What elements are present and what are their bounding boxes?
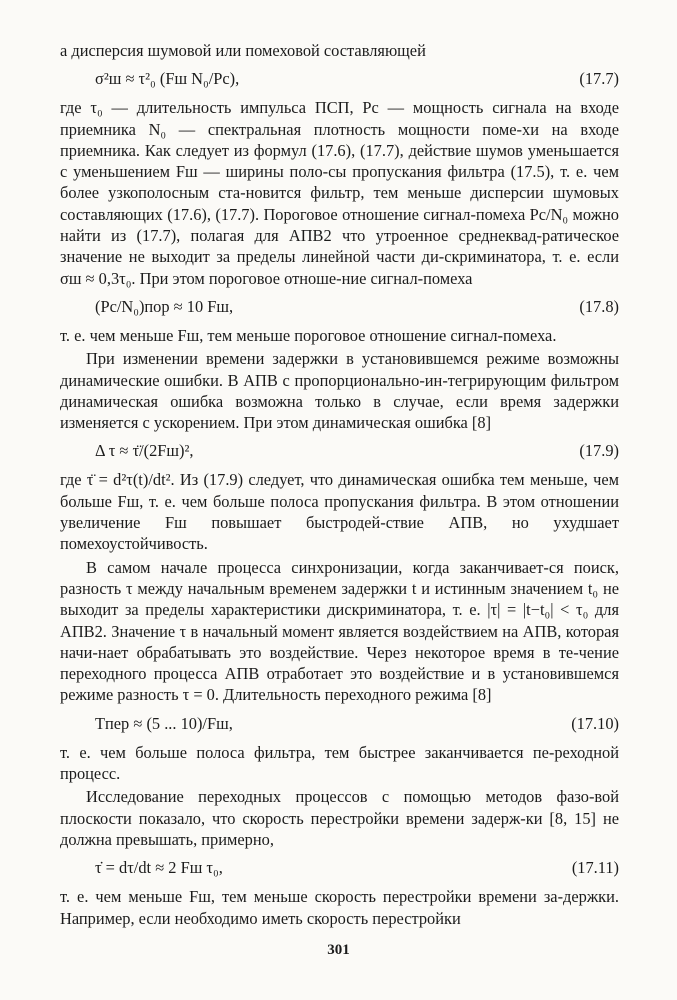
equation-17-8: [60, 296, 619, 318]
equation-17-9: [60, 440, 619, 462]
equation-formula: σ²ш ≈ τ²₀ (Fш N₀/Pс),: [95, 69, 240, 89]
paragraph: Исследование переходных процессов с помощью методов фазо-вой плоскости показало, что скорость перестройки времени задерж-ки [8, 15] не должна превышать, примерно,: [60, 787, 619, 849]
equation-17-11: [60, 857, 619, 879]
paragraph: При изменении времени задержки в установившемся режиме возможны динамические ошибки. В АПВ с пропорционально-ин-тегрирующим фильтром динамическая ошибка возможна только в случае, если время задержки изменяется с ускорением. При этом динамическая ошибка [8]: [60, 349, 619, 433]
equation-number: (17.7): [579, 69, 619, 89]
paragraph: т. е. чем меньше Fш, тем меньше скорость перестройки времени за-держки. Например, если необходимо иметь скорость перестройки: [60, 887, 619, 928]
equation-number: (17.10): [571, 713, 619, 733]
equation-17-7: [60, 68, 619, 90]
paragraph: где τ₀ — длительность импульса ПСП, Pс — мощность сигнала на входе приемника N₀ — спектральная плотность мощности поме-хи на входе приемника. Как следует из формул (17.6), (17.7), действие шумов уменьшается с уменьшением Fш — ширины поло-сы пропускания фильтра (17.5), т. е. чем более узкополосным ста-новится фильтр, тем меньше дисперсии шумовых составляющих (17.6), (17.7). Пороговое отношение сигнал-помеха Pс/N₀ можно найти из (17.7), полагая для АПВ2 что утроенное среднеквад-ратическое значение не выходит за пределы линейной части ди-скриминатора, т. е. если σш ≈ 0,3τ₀. При этом пороговое отноше-ние сигнал-помеха: [60, 98, 619, 288]
paragraph: т. е. чем меньше Fш, тем меньше пороговое отношение сигнал-помеха.: [60, 325, 557, 345]
equation-number: (17.11): [571, 858, 619, 878]
equation-formula: (Pс/N₀)пор ≈ 10 Fш,: [95, 296, 234, 316]
equation-formula: Δ τ ≈ τ̈/(2Fш)²,: [95, 441, 194, 461]
paragraph: В самом начале процесса синхронизации, когда заканчивает-ся поиск, разность τ между начальным временем задержки t и истинным значением t₀ не выходит за пределы характеристики дискриминатора, т. е. |τ| = |t−t₀| < τ₀ для АПВ2. Значение τ в начальный момент является воздействием на АПВ, которая начи-нает обрабатывать это воздействие. Через некоторое время в те-чение переходного процесса АПВ отработает это воздействие и в установившемся режиме разность τ = 0. Длительность переходного режима [8]: [60, 557, 619, 705]
page-number: 301: [327, 942, 350, 958]
paragraph: т. е. чем больше полоса фильтра, тем быстрее заканчивается пе-реходной процесс.: [60, 742, 619, 784]
equation-number: (17.8): [579, 296, 619, 316]
paragraph: а дисперсия шумовой или помеховой составляющей: [60, 41, 426, 60]
equation-formula: Tпер ≈ (5 ... 10)/Fш,: [95, 713, 233, 733]
equation-formula: τ̇ = dτ/dt ≈ 2 Fш τ₀,: [95, 858, 223, 878]
equation-number: (17.9): [579, 441, 619, 461]
equation-17-10: [60, 713, 619, 735]
paragraph: где τ̈ = d²τ(t)/dt². Из (17.9) следует, что динамическая ошибка тем меньше, чем больше Fш, т. е. чем больше полоса пропускания фильтра. В этом отношении увеличение Fш повышает быстродей-ствие АПВ, но ухудшает помехоустойчивость.: [60, 470, 619, 554]
